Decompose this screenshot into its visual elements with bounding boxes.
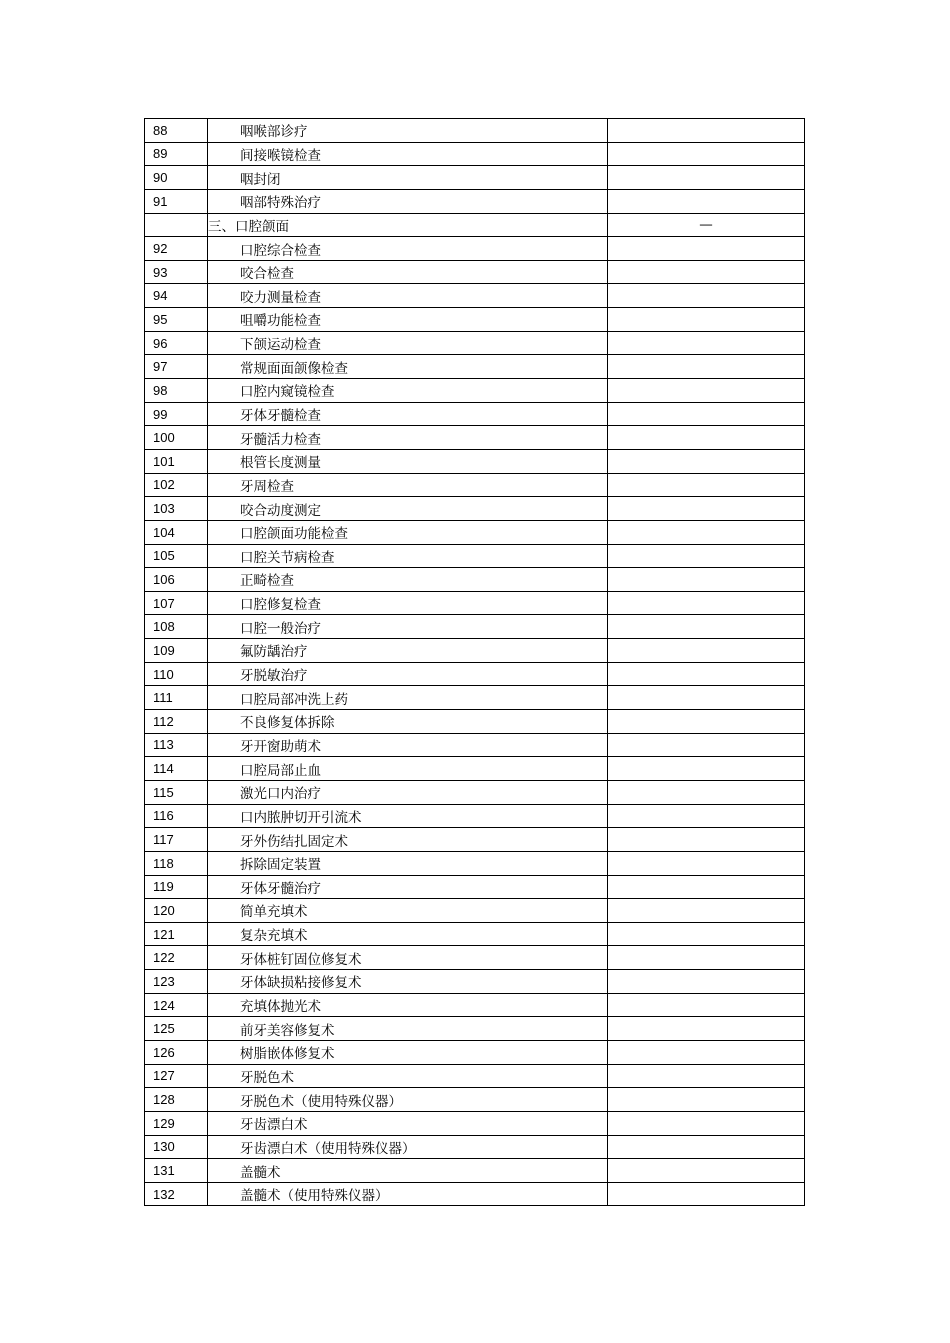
item-name: 下颌运动检查: [208, 331, 608, 355]
table-row: [145, 639, 805, 663]
item-name: 口腔一般治疗: [208, 615, 608, 639]
row-number: 90: [145, 166, 208, 190]
item-value: [608, 520, 805, 544]
table-row: [145, 851, 805, 875]
item-value: [608, 662, 805, 686]
table-row: [145, 237, 805, 261]
table-row: [145, 1135, 805, 1159]
row-number: 89: [145, 142, 208, 166]
item-value: [608, 473, 805, 497]
row-number: 104: [145, 520, 208, 544]
row-number: 101: [145, 449, 208, 473]
row-number: 118: [145, 851, 208, 875]
item-name: 激光口内治疗: [208, 780, 608, 804]
item-value: —: [608, 213, 805, 237]
item-name: 牙体缺损粘接修复术: [208, 970, 608, 994]
item-value: [608, 308, 805, 332]
table-row: [145, 426, 805, 450]
item-value: [608, 851, 805, 875]
item-name: 根管长度测量: [208, 449, 608, 473]
item-value: [608, 922, 805, 946]
item-value: [608, 733, 805, 757]
row-number: 94: [145, 284, 208, 308]
row-number: 95: [145, 308, 208, 332]
item-name: 牙髓活力检查: [208, 426, 608, 450]
item-name: 简单充填术: [208, 899, 608, 923]
item-value: [608, 449, 805, 473]
table-row: [145, 591, 805, 615]
table-row: [145, 1040, 805, 1064]
row-number: 126: [145, 1040, 208, 1064]
item-value: [608, 142, 805, 166]
table-row: [145, 922, 805, 946]
row-number: 112: [145, 710, 208, 734]
row-number: 96: [145, 331, 208, 355]
table-row: [145, 733, 805, 757]
item-name: 口腔综合检查: [208, 237, 608, 261]
row-number: 97: [145, 355, 208, 379]
item-value: [608, 189, 805, 213]
table-row: [145, 166, 805, 190]
item-name: 口腔关节病检查: [208, 544, 608, 568]
table-row: [145, 402, 805, 426]
item-name: 口腔内窥镜检查: [208, 379, 608, 403]
row-number: 121: [145, 922, 208, 946]
row-number: 113: [145, 733, 208, 757]
table-row: [145, 520, 805, 544]
item-name: 拆除固定装置: [208, 851, 608, 875]
row-number: 91: [145, 189, 208, 213]
table-row: [145, 449, 805, 473]
item-name: 前牙美容修复术: [208, 1017, 608, 1041]
item-name: 牙体牙髓治疗: [208, 875, 608, 899]
item-name: 口腔局部止血: [208, 757, 608, 781]
item-value: [608, 1135, 805, 1159]
item-name: 牙脱敏治疗: [208, 662, 608, 686]
item-value: [608, 686, 805, 710]
table-row: [145, 260, 805, 284]
item-value: [608, 591, 805, 615]
item-name: 牙周检查: [208, 473, 608, 497]
fee-table: [144, 118, 805, 1206]
row-number: 128: [145, 1088, 208, 1112]
item-value: [608, 780, 805, 804]
table-row: [145, 497, 805, 521]
item-value: [608, 1111, 805, 1135]
row-number: 100: [145, 426, 208, 450]
item-value: [608, 757, 805, 781]
row-number: 129: [145, 1111, 208, 1135]
item-value: [608, 331, 805, 355]
item-name: 咽部特殊治疗: [208, 189, 608, 213]
table-row: [145, 875, 805, 899]
item-name: 口腔局部冲洗上药: [208, 686, 608, 710]
row-number: 98: [145, 379, 208, 403]
item-name: 口腔修复检查: [208, 591, 608, 615]
row-number: 107: [145, 591, 208, 615]
item-value: [608, 875, 805, 899]
item-name: 氟防龋治疗: [208, 639, 608, 663]
table-row: [145, 355, 805, 379]
item-value: [608, 1017, 805, 1041]
item-name: 树脂嵌体修复术: [208, 1040, 608, 1064]
item-name: 咬合动度测定: [208, 497, 608, 521]
item-name: 牙体牙髓检查: [208, 402, 608, 426]
table-row: [145, 993, 805, 1017]
item-name: 牙体桩钉固位修复术: [208, 946, 608, 970]
row-number: 106: [145, 568, 208, 592]
item-value: [608, 970, 805, 994]
item-value: [608, 804, 805, 828]
item-name: 不良修复体拆除: [208, 710, 608, 734]
item-value: [608, 284, 805, 308]
table-row: [145, 1182, 805, 1206]
item-name: 牙齿漂白术（使用特殊仪器）: [208, 1135, 608, 1159]
item-name: 咽封闭: [208, 166, 608, 190]
section-title: 三、口腔颌面: [208, 213, 608, 237]
item-value: [608, 993, 805, 1017]
item-name: 牙齿漂白术: [208, 1111, 608, 1135]
table-row: [145, 1017, 805, 1041]
item-value: [608, 119, 805, 143]
item-name: 口内脓肿切开引流术: [208, 804, 608, 828]
item-value: [608, 1182, 805, 1206]
table-row: [145, 1111, 805, 1135]
item-value: [608, 639, 805, 663]
row-number: 88: [145, 119, 208, 143]
row-number: 127: [145, 1064, 208, 1088]
row-number: 114: [145, 757, 208, 781]
item-value: [608, 355, 805, 379]
row-number: 115: [145, 780, 208, 804]
row-number: 130: [145, 1135, 208, 1159]
table-row: [145, 544, 805, 568]
table-row: [145, 686, 805, 710]
row-number: 108: [145, 615, 208, 639]
item-value: [608, 166, 805, 190]
row-number: 109: [145, 639, 208, 663]
item-name: 牙开窗助萌术: [208, 733, 608, 757]
table-row: [145, 473, 805, 497]
table-row: [145, 1088, 805, 1112]
item-value: [608, 946, 805, 970]
table-row: [145, 662, 805, 686]
table-row: [145, 757, 805, 781]
row-number: 124: [145, 993, 208, 1017]
row-number: 111: [145, 686, 208, 710]
row-number: 93: [145, 260, 208, 284]
item-name: 正畸检查: [208, 568, 608, 592]
item-name: 口腔颌面功能检查: [208, 520, 608, 544]
row-number: 123: [145, 970, 208, 994]
table-row: [145, 1064, 805, 1088]
item-value: [608, 1088, 805, 1112]
table-body: [145, 119, 805, 1206]
table-row: [145, 331, 805, 355]
section-row: [145, 213, 805, 237]
item-name: 盖髓术: [208, 1159, 608, 1183]
item-value: [608, 1040, 805, 1064]
item-value: [608, 1064, 805, 1088]
table-row: [145, 284, 805, 308]
item-value: [608, 237, 805, 261]
item-value: [608, 379, 805, 403]
row-number: 120: [145, 899, 208, 923]
item-name: 咬合检查: [208, 260, 608, 284]
item-value: [608, 402, 805, 426]
row-number: 131: [145, 1159, 208, 1183]
item-name: 咬力测量检查: [208, 284, 608, 308]
row-number: 132: [145, 1182, 208, 1206]
item-value: [608, 544, 805, 568]
item-value: [608, 1159, 805, 1183]
table-row: [145, 308, 805, 332]
item-name: 盖髓术（使用特殊仪器）: [208, 1182, 608, 1206]
item-name: 咽喉部诊疗: [208, 119, 608, 143]
row-number: 117: [145, 828, 208, 852]
table-row: [145, 189, 805, 213]
item-name: 咀嚼功能检查: [208, 308, 608, 332]
item-name: 常规面面颌像检查: [208, 355, 608, 379]
table-row: [145, 710, 805, 734]
item-name: 间接喉镜检查: [208, 142, 608, 166]
table-row: [145, 804, 805, 828]
table-row: [145, 946, 805, 970]
item-name: 牙脱色术: [208, 1064, 608, 1088]
table-row: [145, 568, 805, 592]
row-number: 125: [145, 1017, 208, 1041]
item-value: [608, 497, 805, 521]
item-value: [608, 615, 805, 639]
row-number: 92: [145, 237, 208, 261]
row-number: 110: [145, 662, 208, 686]
row-number: [145, 213, 208, 237]
table-row: [145, 899, 805, 923]
item-value: [608, 568, 805, 592]
table-row: [145, 780, 805, 804]
item-value: [608, 426, 805, 450]
item-name: 充填体抛光术: [208, 993, 608, 1017]
item-value: [608, 828, 805, 852]
item-name: 复杂充填术: [208, 922, 608, 946]
item-value: [608, 260, 805, 284]
item-name: 牙脱色术（使用特殊仪器）: [208, 1088, 608, 1112]
item-value: [608, 899, 805, 923]
table-row: [145, 615, 805, 639]
row-number: 116: [145, 804, 208, 828]
item-name: 牙外伤结扎固定术: [208, 828, 608, 852]
table-row: [145, 828, 805, 852]
table-row: [145, 119, 805, 143]
table-row: [145, 142, 805, 166]
table-row: [145, 970, 805, 994]
row-number: 105: [145, 544, 208, 568]
row-number: 122: [145, 946, 208, 970]
row-number: 119: [145, 875, 208, 899]
table-row: [145, 379, 805, 403]
row-number: 102: [145, 473, 208, 497]
row-number: 99: [145, 402, 208, 426]
item-value: [608, 710, 805, 734]
table-row: [145, 1159, 805, 1183]
row-number: 103: [145, 497, 208, 521]
